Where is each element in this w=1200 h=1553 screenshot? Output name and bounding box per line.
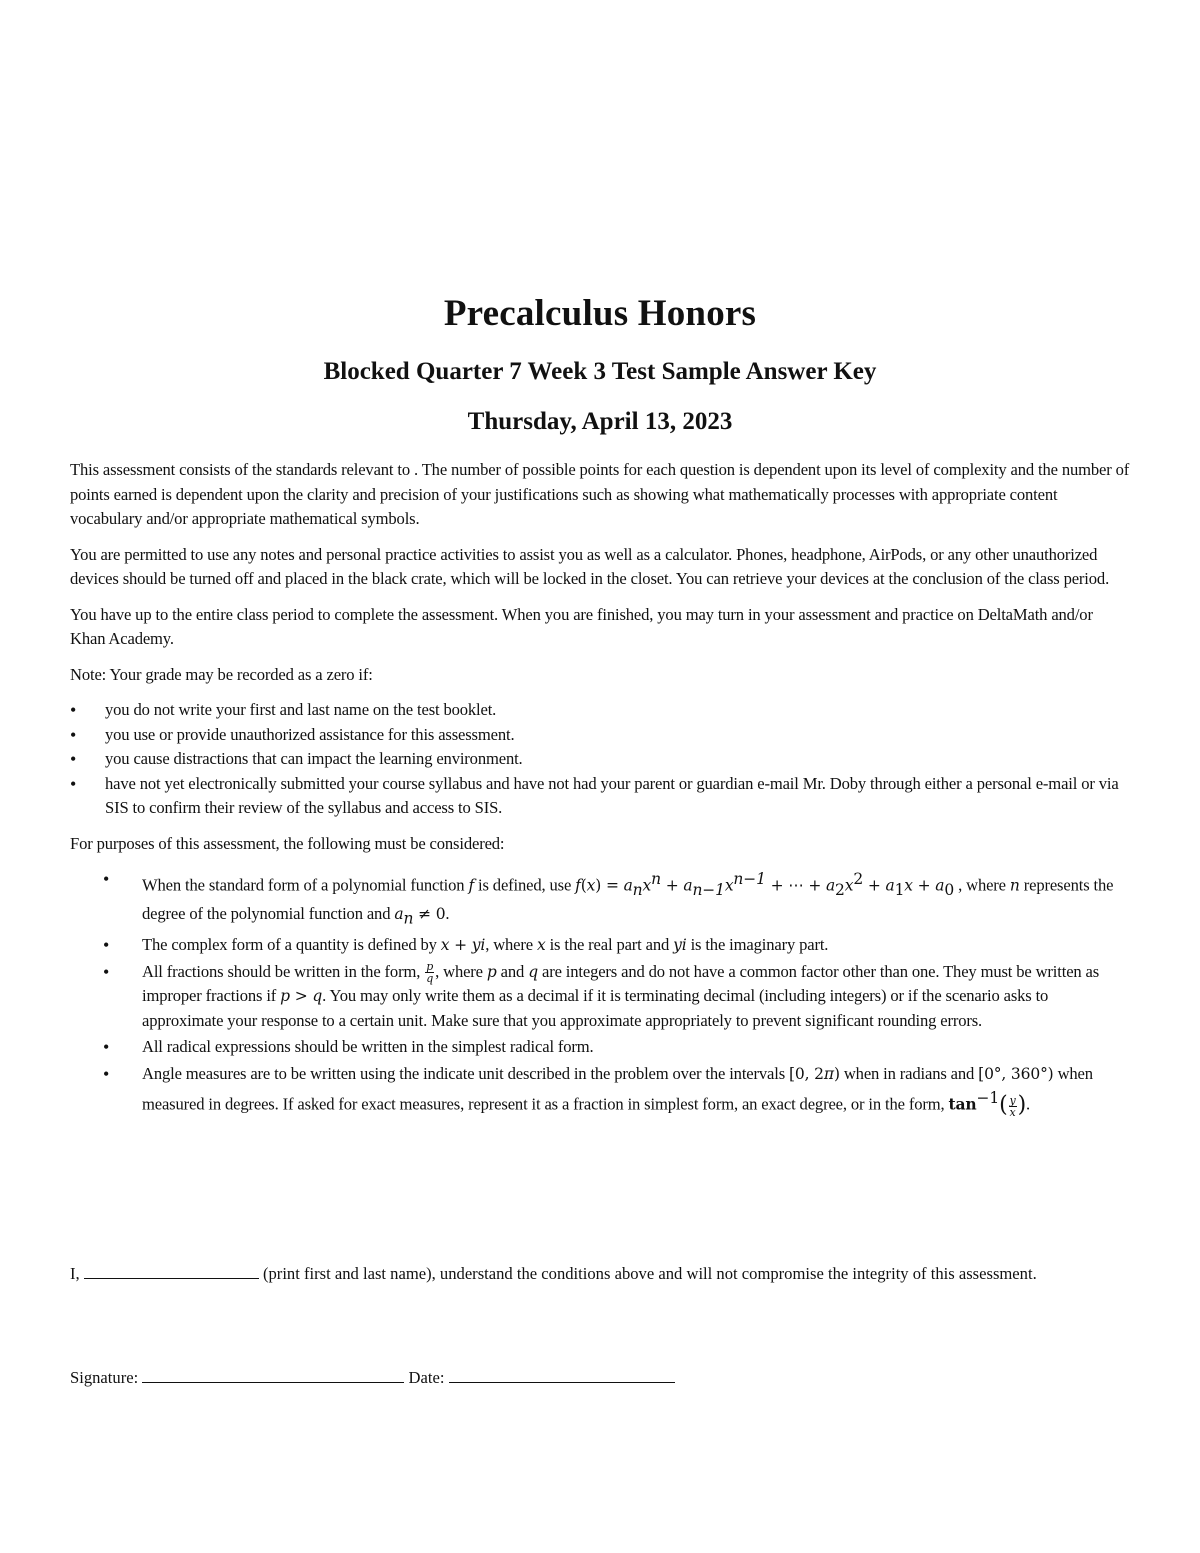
list-item: • you do not write your first and last name on the test booklet. [70, 698, 1130, 723]
signature-line: Signature: Date: [70, 1366, 1130, 1391]
considerations-lead: For purposes of this assessment, the following must be considered: [70, 833, 505, 853]
page-subtitle: Blocked Quarter 7 Week 3 Test Sample Answer Key [323, 358, 877, 385]
instructions [70, 458, 1130, 1129]
signature-blank[interactable] [142, 1366, 404, 1383]
intro-paragraph-permitted: You are permitted to use any notes and personal practice activities to assist you as well as a calculator. Phones, headphone, AirPods, or any other unauthorized devices should be turned off and placed in the black crate, which will be locked in the closet. You can retrieve your devices at the conclusion of the class period. [70, 544, 1110, 588]
complex-form-rule: • The complex form of a quantity is defined by x + yi, where x is the real part and yi is the imaginary part. [70, 933, 1130, 958]
integrity-pledge: I, (print first and last name), understand the conditions above and will not compromise the integrity of this assessment. [70, 1264, 1037, 1283]
name-blank[interactable] [84, 1262, 259, 1279]
list-item: • you use or provide unauthorized assistance for this assessment. [70, 723, 1130, 748]
intro-paragraph-time: You have up to the entire class period to complete the assessment. When you are finished, you may turn in your assessment and practice on DeltaMath and/or Khan Academy. [70, 604, 1093, 648]
angle-rule: • Angle measures are to be written using the indicate unit described in the problem over the intervals [0, 2π) when in radians and [0°, 360°) when measured in degrees. If asked for exact measures, represent it as a fraction in simplest form, an exact degree, or in the form, $\tan^{-1}$( $\frac{y}{x}$ ). [70, 1062, 1130, 1118]
p-over-q-fraction: $\frac{p}{q}$ [426, 960, 434, 986]
zero-conditions-list [70, 698, 1130, 821]
date-blank[interactable] [449, 1366, 675, 1383]
list-item: • you cause distractions that can impact the learning environment. [70, 747, 1130, 772]
test-date: Thursday, April 13, 2023 [467, 408, 733, 435]
radical-rule: • All radical expressions should be written in the simplest radical form. [70, 1035, 1130, 1060]
fractions-rule: • All fractions should be written in the form, $\frac{p}{q}$ , where p and q are integers and do not have a common factor other than one. They must be written as improper fractions if p > q. You may only write them as a decimal if it is terminating decimal (including integers) or if the scenario asks to approximate your response to a certain unit. Make sure that you approximate appropriately to prevent significant rounding errors. [70, 960, 1130, 1034]
intro-paragraph-standards: This assessment consists of the standards relevant to . The number of possible points for each question is dependent upon its level of complexity and the number of points earned is dependent upon the clarity and precision of your justifications such as showing what mathematically processes with appropriate content vocabulary and/or appropriate mathematical symbols. [70, 460, 1130, 528]
zero-note: Note: Your grade may be recorded as a zero if: [70, 664, 373, 684]
considerations-list [70, 867, 1130, 1118]
list-item: • have not yet electronically submitted your course syllabus and have not had your parent or guardian e-mail Mr. Doby through either a personal e-mail or via SIS to confirm their review of the syllabus and access to SIS. [70, 772, 1130, 821]
page-title: Precalculus Honors [443, 293, 757, 334]
polynomial-rule: • When the standard form of a polynomial function f is defined, use $f(x) = a_nx^n + a_{n-1}x^{n-1}$ + ⋯ + $a_2x^2 + a_1x + a_0$ , where n represents the degree of the polynomial function and $a_n \ne 0$. [70, 867, 1130, 931]
